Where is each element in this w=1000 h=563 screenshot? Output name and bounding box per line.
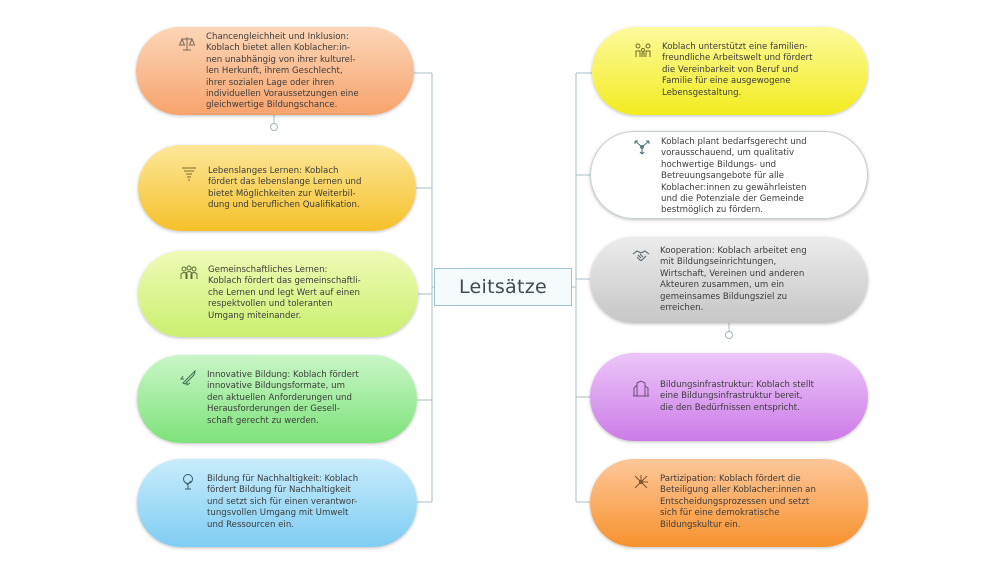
group-icon [180,264,198,282]
node-text: Koblach unterstützt eine familien- freundliche Arbeitswelt und fördert die Vereinbarkeit von Beruf und Familie für eine ausgewogene Lebensgestaltung. [662,42,813,98]
node-innovative-bildung[interactable] [137,355,417,443]
node-text: Lebenslanges Lernen: Koblach fördert das lebenslange Lernen und bietet Möglichkeiten zur Weiterbil- dung und beruflichen Qualifikation. [208,166,362,211]
node-text: Gemeinschaftliches Lernen: Koblach fördert das gemeinschaftli- che Lernen und legt Wert auf einen respektvollen und toleranten Umgang miteinander. [208,265,361,321]
node-text: Bildungsinfrastruktur: Koblach stellt eine Bildungsinfrastruktur bereit, die den Bedürfnissen entspricht. [660,380,814,413]
node-infrastruktur[interactable] [590,353,868,441]
rocket-icon [179,369,197,387]
arrows-icon [633,138,651,156]
node-text: Partizipation: Koblach fördert die Beteiligung aller Koblacher:innen an Entscheidungsprozessen und setzt sich für eine demokratische Bildungskultur ein. [660,474,816,530]
scales-icon [178,35,196,53]
collapse-toggle[interactable] [725,331,733,339]
node-chancengleichheit[interactable] [136,27,414,115]
node-planung[interactable] [590,131,868,219]
family-icon [634,41,652,59]
node-partizipation[interactable] [590,459,868,547]
central-topic-label: Leitsätze [458,276,548,298]
handshake-icon [632,246,650,264]
node-familienfreundlich[interactable] [592,27,868,115]
building-icon [632,380,650,398]
node-lebenslanges-lernen[interactable] [138,145,416,231]
network-icon [632,473,650,491]
connector-right-trunk [572,73,576,502]
node-text: Koblach plant bedarfsgerecht und vorausschauend, um qualitativ hochwertige Bildungs- und Betreuungsangebote für alle Koblacher:innen zu gewährleisten und die Potenziale der Gemeinde bestmöglich zu fördern. [661,137,807,216]
node-kooperation[interactable] [590,237,868,323]
node-nachhaltigkeit[interactable] [137,459,417,547]
tornado-icon [180,165,198,183]
node-text: Bildung für Nachhaltigkeit: Koblach fördert Bildung für Nachhaltigkeit und setzt sich für einen verantwor- tungsvollen Umgang mit Umwelt und Ressourcen ein. [207,474,359,530]
node-text: Kooperation: Koblach arbeitet eng mit Bildungseinrichtungen, Wirtschaft, Vereinen und anderen Akteuren zusammen, um ein gemeinsames Bildungsziel zu erreichen. [660,246,807,314]
node-gemeinschaftliches-lernen[interactable] [138,251,418,337]
node-text: Innovative Bildung: Koblach fördert innovative Bildungsformate, um den aktuellen Anforderungen und Herausforderungen der Gesell- schaft gerecht zu werden. [207,370,359,426]
node-text: Chancengleichheit und Inklusion: Koblach bietet allen Koblacher:in- nen unabhängig von ihrer kulturel- len Herkunft, ihrem Geschlecht, ihrer sozialen Lage oder ihren individuellen Voraussetzungen eine gleichwertige Bildungschance. [206,32,359,111]
central-topic[interactable] [434,268,572,306]
tree-icon [179,473,197,491]
collapse-toggle[interactable] [270,123,278,131]
